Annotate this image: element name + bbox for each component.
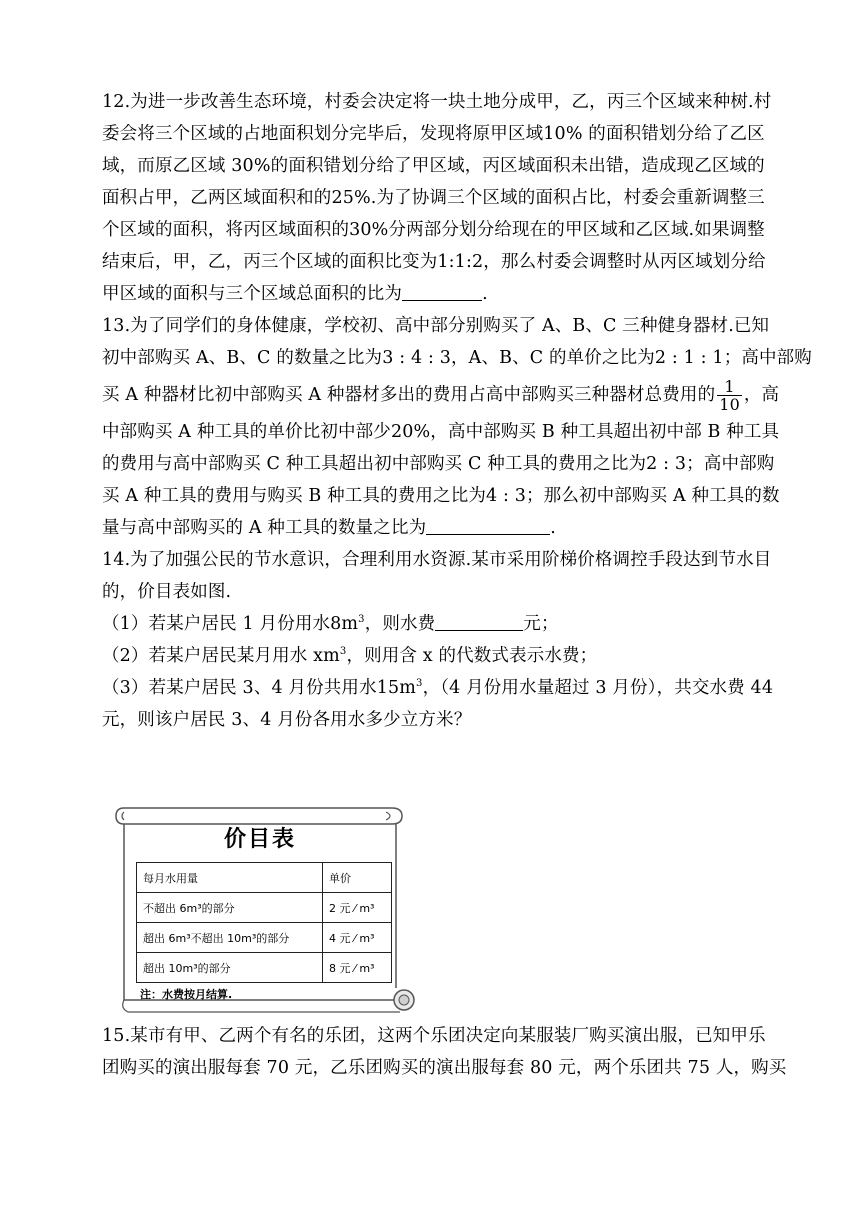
- q14-sub-1-sup: 3: [358, 614, 365, 625]
- q13-line-2: 初中部购买 A、B、C 的数量之比为3 : 4 : 3，A、B、C 的单价之比为2 : 1 : 1；高中部购: [102, 348, 812, 368]
- q14-sub-1-mid: ，则水费: [364, 614, 436, 634]
- table-header-row: [137, 863, 392, 893]
- q14-sub-1-end: 元；: [523, 614, 559, 634]
- q14-line-2: 的，价目表如图.: [102, 582, 232, 602]
- q13-line-3-text: 买 A 种器材比初中部购买 A 种器材多出的费用占高中部购买三种器材总费用的: [102, 385, 716, 405]
- row-3-price: 8 元 ⁄ m³: [323, 953, 392, 983]
- table-row: [137, 923, 392, 953]
- q13-line-4: 中部购买 A 种工具的单价比初中部少20%，高中部购买 B 种工具超出初中部 B 种工具: [102, 422, 780, 442]
- q12-line-6: 结束后，甲，乙，丙三个区域的面积比变为1:1:2，那么村委会调整时从丙区域划分给: [102, 252, 766, 272]
- q15-line-2: 团购买的演出服每套 70 元，乙乐团购买的演出服每套 80 元，两个乐团共 75 人，购买: [102, 1058, 787, 1078]
- row-2-usage: 超出 6m³不超出 10m³的部分: [137, 923, 323, 953]
- q14-sub-2: [102, 640, 766, 672]
- row-1-usage: 不超出 6m³的部分: [137, 893, 323, 923]
- q13-line-7-text: 量与高中部购买的 A 种工具的数量之比为: [102, 518, 427, 538]
- q14-sub-2-sup: 3: [339, 646, 347, 657]
- q13-line-1: 13.为了同学们的身体健康，学校初、高中部分别购买了 A、B、C 三种健身器材.已知: [102, 316, 770, 336]
- row-3-usage: 超出 10m³的部分: [137, 953, 323, 983]
- row-2-price: 4 元 ⁄ m³: [323, 923, 392, 953]
- q12-line-7: [102, 278, 766, 310]
- q13-fraction-denominator: 10: [719, 395, 740, 414]
- q12-line-3: 域，而原乙区域 30%的面积错划分给了甲区域，丙区域面积未出错，造成现乙区域的: [102, 156, 765, 176]
- q13-line-6: 买 A 种工具的费用与购买 B 种工具的费用之比为4 : 3；那么初中部购买 A 种工具的数: [102, 486, 780, 506]
- q14-sub-1-text: （1）若某户居民 1 月份用水8m: [102, 614, 359, 634]
- q13-fraction-numerator: 1: [717, 378, 742, 396]
- q12-line-4: 面积占甲，乙两区域面积和的25%.为了协调三个区域的面积占比，村委会重新调整三: [102, 188, 765, 208]
- q14-sub-3-end: ，（4 月份用水量超过 3 月份），共交水费 44: [422, 678, 774, 698]
- q14-sub-3-sup: 3: [416, 678, 423, 689]
- header-price: 单价: [323, 863, 392, 893]
- q12-line-2: 委会将三个区域的占地面积划分完毕后，发现将原甲区域10% 的面积错划分给了乙区: [102, 124, 765, 144]
- price-table-title: 价目表: [223, 827, 296, 852]
- q13-line-3: [102, 374, 780, 416]
- row-1-price: 2 元 ⁄ m³: [323, 893, 392, 923]
- q12-answer-blank: [402, 282, 482, 301]
- q14-sub-2-text: （2）若某户居民某月用水 xm: [102, 646, 340, 666]
- q14-answer-blank: [435, 612, 523, 631]
- price-table-note: 注：水费按月结算.: [140, 988, 233, 1001]
- q13-line-7-end: .: [550, 518, 556, 538]
- q12-line-5: 个区域的面积，将丙区域面积的30%分两部分划分给现在的甲区域和乙区域.如果调整: [102, 220, 765, 240]
- q15-line-1: 15.某市有甲、乙两个有名的乐团，这两个乐团决定向某服装厂购买演出服，已知甲乐: [102, 1026, 766, 1046]
- q13-fraction: [717, 378, 742, 413]
- q14-sub-1: [102, 608, 766, 640]
- table-row: [137, 893, 392, 923]
- q13-line-5: 的费用与高中部购买 C 种工具超出初中部购买 C 种工具的费用之比为2 : 3；高中部购: [102, 454, 775, 474]
- q13-line-7: [102, 512, 766, 544]
- question-12: [102, 86, 812, 736]
- q13-answer-blank: [426, 516, 550, 535]
- q14-sub-2-end: ，则用含 x 的代数式表示水费；: [346, 646, 598, 666]
- header-usage: 每月水用量: [137, 863, 323, 893]
- q12-line-7-text: 甲区域的面积与三个区域总面积的比为: [102, 284, 403, 304]
- q14-sub-3-text: （3）若某户居民 3、4 月份共用水15m: [102, 678, 417, 698]
- q14-sub-3: [102, 672, 774, 704]
- price-table-figure: [110, 802, 420, 1014]
- q12-line-7-end: .: [482, 284, 488, 304]
- price-table: [136, 862, 392, 983]
- table-row: [137, 953, 392, 983]
- q13-line-3-end: ，高: [743, 385, 780, 405]
- q14-line-1: 14.为了加强公民的节水意识，合理利用水资源.某市采用阶梯价格调控手段达到节水目: [102, 550, 772, 570]
- q12-line-1: 12.为进一步改善生态环境，村委会决定将一块土地分成甲，乙，丙三个区域来种树.村: [102, 92, 772, 112]
- question-15: [102, 1020, 787, 1084]
- q14-sub-3-line-2: 元，则该户居民 3、4 月份各用水多少立方米？: [102, 710, 472, 730]
